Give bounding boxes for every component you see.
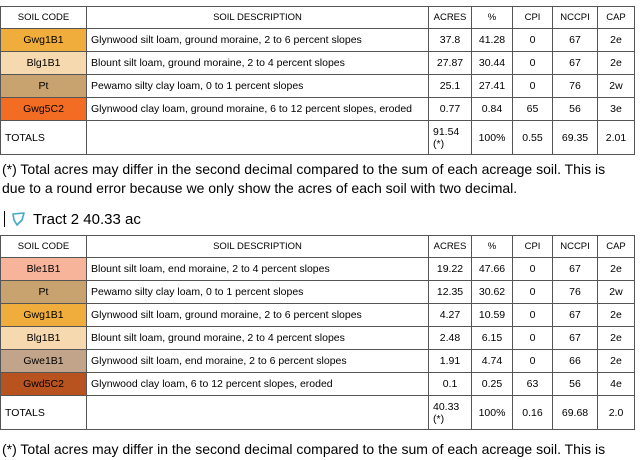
totals-label: TOTALS — [1, 396, 87, 430]
cpi-cell: 0 — [513, 281, 553, 304]
acres-cell: 37.8 — [429, 29, 472, 52]
pct-cell: 27.41 — [472, 75, 513, 98]
cap-cell: 2e — [598, 327, 635, 350]
description-cell: Blount silt loam, ground moraine, 2 to 4 percent slopes — [87, 327, 429, 350]
table-row — [1, 350, 635, 373]
nccpi-cell: 56 — [553, 373, 598, 396]
column-header: CPI — [513, 236, 553, 258]
description-cell: Glynwood silt loam, ground moraine, 2 to 6 percent slopes — [87, 29, 429, 52]
pct-cell: 10.59 — [472, 304, 513, 327]
table-row — [1, 52, 635, 75]
tract-divider — [4, 211, 5, 227]
soil-code-cell: Pt — [1, 75, 87, 98]
totals-acres-cell: 40.33(*) — [429, 396, 472, 430]
cpi-cell: 0 — [513, 29, 553, 52]
totals-blank-cell — [87, 396, 429, 430]
cpi-cell: 0 — [513, 327, 553, 350]
cpi-cell: 0 — [513, 75, 553, 98]
column-header: SOIL DESCRIPTION — [87, 7, 429, 29]
totals-nccpi-cell: 69.35 — [553, 121, 598, 155]
totals-row — [1, 121, 635, 155]
totals-cap-cell: 2.0 — [598, 396, 635, 430]
soil-code-cell: Gwd5C2 — [1, 373, 87, 396]
table-row — [1, 29, 635, 52]
rounding-note: (*) Total acres may differ in the second decimal compared to the sum of each acreage soil. This is due to a round error because we only show the acres of each soil with two decimal. — [2, 161, 606, 196]
totals-nccpi-cell: 69.68 — [553, 396, 598, 430]
description-cell: Glynwood clay loam, ground moraine, 6 to 12 percent slopes, eroded — [87, 98, 429, 121]
description-cell: Blount silt loam, ground moraine, 2 to 4 percent slopes — [87, 52, 429, 75]
table-header-row — [1, 236, 635, 258]
totals-row — [1, 396, 635, 430]
column-header: CAP — [598, 7, 635, 29]
soil-table-tract-1 — [0, 6, 635, 155]
acres-cell: 25.1 — [429, 75, 472, 98]
pct-cell: 47.66 — [472, 258, 513, 281]
soil-code-cell: Blg1B1 — [1, 327, 87, 350]
table-row — [1, 98, 635, 121]
soil-code-cell: Pt — [1, 281, 87, 304]
acres-cell: 19.22 — [429, 258, 472, 281]
cpi-cell: 0 — [513, 258, 553, 281]
nccpi-cell: 67 — [553, 327, 598, 350]
column-header: NCCPI — [553, 7, 598, 29]
cap-cell: 2e — [598, 350, 635, 373]
cpi-cell: 63 — [513, 373, 553, 396]
cpi-cell: 0 — [513, 304, 553, 327]
column-header: % — [472, 236, 513, 258]
cpi-cell: 0 — [513, 350, 553, 373]
acres-cell: 1.91 — [429, 350, 472, 373]
tract-heading — [4, 209, 141, 229]
soil-code-cell: Gwg5C2 — [1, 98, 87, 121]
table-row — [1, 373, 635, 396]
column-header: % — [472, 7, 513, 29]
pct-cell: 6.15 — [472, 327, 513, 350]
soil-table-tract-2 — [0, 235, 635, 430]
pct-cell: 30.44 — [472, 52, 513, 75]
acres-cell: 27.87 — [429, 52, 472, 75]
totals-label: TOTALS — [1, 121, 87, 155]
cpi-cell: 0 — [513, 52, 553, 75]
description-cell: Glynwood silt loam, ground moraine, 2 to 6 percent slopes — [87, 304, 429, 327]
column-header: ACRES — [429, 236, 472, 258]
description-cell: Pewamo silty clay loam, 0 to 1 percent slopes — [87, 75, 429, 98]
table-row — [1, 258, 635, 281]
nccpi-cell: 67 — [553, 258, 598, 281]
pct-cell: 41.28 — [472, 29, 513, 52]
cap-cell: 4e — [598, 373, 635, 396]
totals-blank-cell — [87, 121, 429, 155]
description-cell: Blount silt loam, end moraine, 2 to 4 percent slopes — [87, 258, 429, 281]
tract-label: Tract 2 40.33 ac — [33, 210, 141, 228]
table-row — [1, 327, 635, 350]
totals-cpi-cell: 0.55 — [513, 121, 553, 155]
totals-cap-cell: 2.01 — [598, 121, 635, 155]
cpi-cell: 65 — [513, 98, 553, 121]
soil-code-cell: Gwg1B1 — [1, 304, 87, 327]
cap-cell: 2w — [598, 281, 635, 304]
column-header: CPI — [513, 7, 553, 29]
nccpi-cell: 76 — [553, 281, 598, 304]
acres-cell: 0.1 — [429, 373, 472, 396]
column-header: NCCPI — [553, 236, 598, 258]
acres-cell: 12.35 — [429, 281, 472, 304]
column-header: CAP — [598, 236, 635, 258]
table-row — [1, 75, 635, 98]
nccpi-cell: 67 — [553, 304, 598, 327]
column-header: SOIL CODE — [1, 7, 87, 29]
nccpi-cell: 56 — [553, 98, 598, 121]
table-header-row — [1, 7, 635, 29]
cap-cell: 2w — [598, 75, 635, 98]
cap-cell: 2e — [598, 29, 635, 52]
pct-cell: 0.84 — [472, 98, 513, 121]
acres-cell: 2.48 — [429, 327, 472, 350]
pct-cell: 30.62 — [472, 281, 513, 304]
description-cell: Glynwood silt loam, end moraine, 2 to 6 percent slopes — [87, 350, 429, 373]
description-cell: Glynwood clay loam, 6 to 12 percent slopes, eroded — [87, 373, 429, 396]
pct-cell: 4.74 — [472, 350, 513, 373]
acres-cell: 4.27 — [429, 304, 472, 327]
column-header: ACRES — [429, 7, 472, 29]
pct-cell: 0.25 — [472, 373, 513, 396]
nccpi-cell: 67 — [553, 52, 598, 75]
acres-cell: 0.77 — [429, 98, 472, 121]
totals-cpi-cell: 0.16 — [513, 396, 553, 430]
soil-code-cell: Blg1B1 — [1, 52, 87, 75]
cap-cell: 2e — [598, 52, 635, 75]
description-cell: Pewamo silty clay loam, 0 to 1 percent slopes — [87, 281, 429, 304]
soil-code-cell: Ble1B1 — [1, 258, 87, 281]
nccpi-cell: 66 — [553, 350, 598, 373]
totals-acres-cell: 91.54(*) — [429, 121, 472, 155]
soil-code-cell: Gwe1B1 — [1, 350, 87, 373]
rounding-note-2: (*) Total acres may differ in the second decimal compared to the sum of each acreage soil. This is — [2, 441, 606, 457]
nccpi-cell: 67 — [553, 29, 598, 52]
column-header: SOIL CODE — [1, 236, 87, 258]
polygon-icon — [11, 211, 27, 227]
totals-pct-cell: 100% — [472, 396, 513, 430]
cap-cell: 3e — [598, 98, 635, 121]
cap-cell: 2e — [598, 304, 635, 327]
totals-pct-cell: 100% — [472, 121, 513, 155]
table-row — [1, 304, 635, 327]
nccpi-cell: 76 — [553, 75, 598, 98]
table-row — [1, 281, 635, 304]
column-header: SOIL DESCRIPTION — [87, 236, 429, 258]
soil-code-cell: Gwg1B1 — [1, 29, 87, 52]
cap-cell: 2e — [598, 258, 635, 281]
